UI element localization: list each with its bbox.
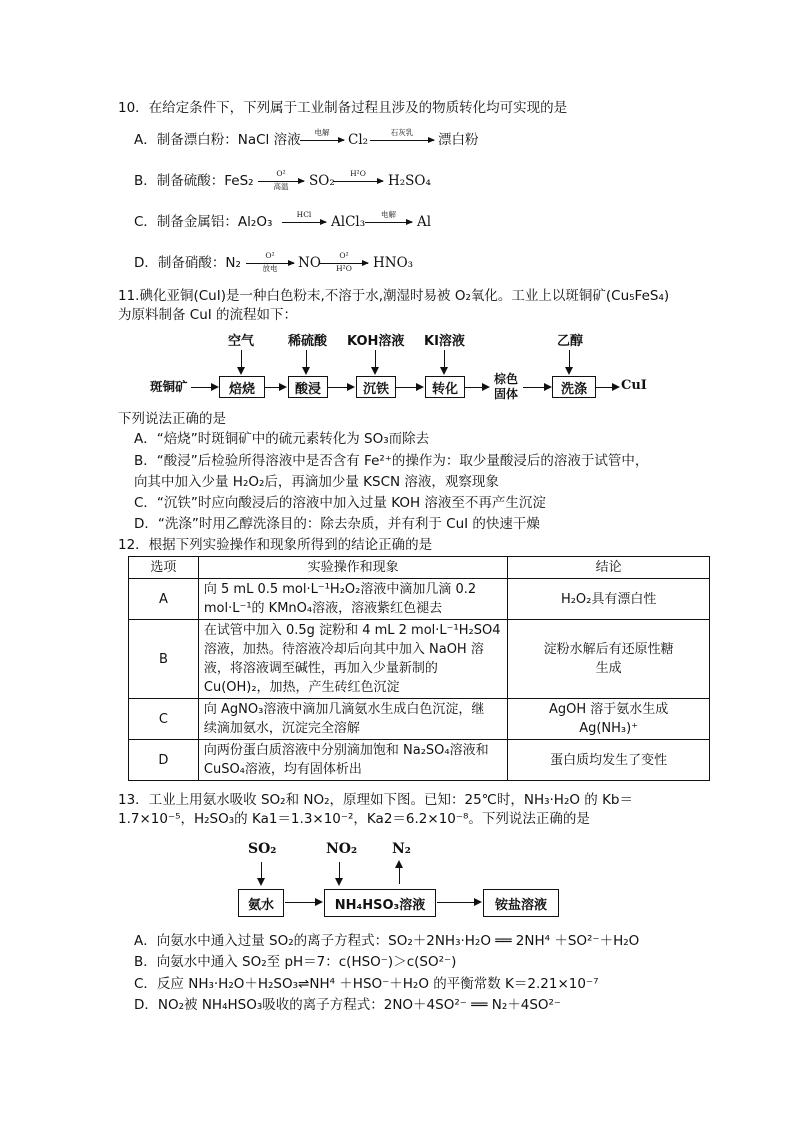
q12-row-b-op-line1: 在试管中加入 0.5g 淀粉和 4 mL 2 mol·L⁻¹H₂SO4 — [203, 623, 501, 638]
q10-c-arrow1 — [282, 222, 326, 223]
q12-table — [128, 556, 710, 781]
q10-d-mid: NO — [298, 255, 321, 271]
flow-start: 斑铜矿 — [150, 379, 188, 394]
q10-d-arrow2-top: O² — [339, 251, 349, 260]
q13-box-ammonia: 氨水 — [238, 889, 284, 917]
q12-row-a-op-line1: 向 5 mL 0.5 mol·L⁻¹H₂O₂溶液中滴加几滴 0.2 — [203, 582, 477, 597]
q12-row-a-operation — [198, 579, 507, 620]
q12-row-b-conclusion — [508, 620, 710, 699]
q10-d-arrow2-bottom: H²O — [336, 264, 352, 273]
q13-option-b: B．向氨水中通入 SO₂至 pH＝7：c(HSO⁻)＞c(SO²⁻) — [134, 954, 457, 970]
table-row — [129, 740, 710, 781]
q12-row-a-conclusion: H₂O₂具有漂白性 — [508, 579, 710, 620]
q13-input-no2: NO₂ — [326, 841, 358, 857]
flow-arrow-4 — [396, 387, 422, 388]
q12-row-d-conclusion: 蛋白质均发生了变性 — [508, 740, 710, 781]
q12-row-c-op-line2: 续滴加氨水，沉淀完全溶解 — [203, 721, 360, 736]
q12-row-c-op-line1: 向 AgNO₃溶液中滴加几滴氨水生成白色沉淀，继 — [203, 702, 485, 717]
flow-arrow-6 — [523, 387, 550, 388]
q12-header-row — [129, 557, 710, 579]
q13-box-ammonium-salt: 铵盐溶液 — [483, 889, 559, 917]
q10-c-mid: AlCl₃ — [331, 214, 366, 230]
q13-input-so2: SO₂ — [248, 841, 277, 857]
q11-option-d: D．“洗涤”时用乙醇洗涤目的：除去杂质，并有利于 CuI 的快速干燥 — [134, 516, 540, 532]
flow-arrow-3 — [328, 387, 353, 388]
flow-arrow-1 — [191, 387, 217, 388]
q10-b-mid: SO₂ — [309, 173, 335, 189]
q13-output-n2: N₂ — [392, 841, 411, 857]
q13-option-a: A．向氨水中通入过量 SO₂的离子方程式：SO₂＋2NH₃·H₂O ══ 2NH⁴ ＋SO²⁻＋H₂O — [134, 933, 640, 949]
flow-intermediate-line1: 棕色 — [494, 372, 519, 386]
flow-step-conversion: 转化 — [425, 376, 465, 398]
q10-a-prefix: A．制备漂白粉：NaCl 溶液 — [134, 132, 301, 148]
flow-input-ethanol: 乙醇 — [557, 334, 584, 349]
flow-intermediate-line2: 固体 — [494, 387, 519, 401]
flow-input-air: 空气 — [228, 334, 255, 349]
q10-d-arrow1-top: O² — [265, 251, 275, 260]
q10-b-arrow1-top: O² — [276, 169, 286, 178]
q13-arrow-2 — [437, 902, 480, 903]
q11-option-b-line1: B．“酸浸”后检验所得溶液中是否含有 Fe²⁺的操作为：取少量酸浸后的溶液于试管中， — [134, 453, 649, 469]
q10-b-arrow2 — [333, 181, 383, 182]
q12-row-b-op-line4: Cu(OH)₂，加热，产生砖红色沉淀 — [203, 680, 400, 695]
q12-row-b-option: B — [129, 620, 199, 699]
q13-stem-line1: 13．工业上用氨水吸收 SO₂和 NO₂，原理如下图。已知：25℃时，NH₃·H₂O 的 Kb＝ — [118, 792, 633, 808]
flow-arrow-down-4 — [444, 350, 445, 373]
table-row — [129, 699, 710, 740]
q13-box-nh4hso3: NH₄HSO₃溶液 — [324, 889, 436, 917]
flow-arrow-down-1 — [241, 350, 242, 373]
q10-a-arrow1-label: 电解 — [314, 128, 330, 137]
q10-a-arrow2-label: 石灰乳 — [390, 128, 414, 137]
q12-header-option: 选项 — [129, 557, 199, 579]
q11-question: 下列说法正确的是 — [118, 411, 226, 427]
q12-row-d-operation — [198, 740, 507, 781]
q13-stem-line2: 1.7×10⁻⁵，H₂SO₃的 Ka1＝1.3×10⁻²，Ka2＝6.2×10⁻⁸。下列说法正确的是 — [118, 811, 590, 827]
flow-product: CuI — [621, 378, 647, 393]
q12-row-c-operation — [198, 699, 507, 740]
q10-a-arrow2 — [370, 140, 434, 141]
table-row — [129, 579, 710, 620]
q13-option-c: C．反应 NH₃·H₂O＋H₂SO₃⇌NH⁴ ＋HSO⁻＋H₂O 的平衡常数 K＝2.21×10⁻⁷ — [134, 976, 599, 992]
q13-option-d: D．NO₂被 NH₄HSO₃吸收的离子方程式：2NO＋4SO²⁻ ══ N₂＋4SO²⁻ — [134, 997, 562, 1013]
q13-arrow-no2 — [339, 862, 340, 884]
q12-row-d-option: D — [129, 740, 199, 781]
q10-a-arrow1 — [300, 140, 344, 141]
q10-c-arrow1-label: HCl — [296, 210, 312, 219]
q12-row-b-op-line2: 溶液，加热。待溶液冷却后向其中加入 NaOH 溶 — [203, 642, 484, 657]
q12-row-d-op-line1: 向两份蛋白质溶液中分别滴加饱和 Na₂SO₄溶液和 — [203, 743, 489, 758]
q11-option-b-line2: 向其中加入少量 H₂O₂后，再滴加少量 KSCN 溶液，观察现象 — [134, 474, 499, 490]
q12-row-d-op-line2: CuSO₄溶液，均有固体析出 — [203, 762, 362, 777]
q12-row-c-conclusion-line1: AgOH 溶于氨水生成 — [549, 702, 669, 717]
flow-input-ki: KI溶液 — [424, 334, 465, 349]
q10-stem: 10．在给定条件下，下列属于工业制备过程且涉及的物质转化均可实现的是 — [118, 100, 568, 116]
flow-step-iron-removal: 沉铁 — [356, 376, 396, 398]
q12-header-operation: 实验操作和现象 — [198, 557, 507, 579]
flow-arrow-down-2 — [306, 350, 307, 373]
q10-d-prefix: D．制备硝酸：N₂ — [134, 255, 241, 271]
q12-row-c-conclusion — [508, 699, 710, 740]
flow-arrow-2 — [265, 387, 285, 388]
q10-b-prefix: B．制备硫酸：FeS₂ — [134, 173, 254, 189]
q10-c-prefix: C．制备金属铝：Al₂O₃ — [134, 214, 273, 230]
q10-a-end: 漂白粉 — [438, 132, 479, 148]
q10-c-end: Al — [417, 214, 432, 230]
q10-d-arrow1-bottom: 放电 — [262, 264, 278, 273]
flow-step-acid-leach: 酸浸 — [288, 376, 328, 398]
q11-stem-line2: 为原料制备 CuI 的流程如下： — [118, 307, 298, 323]
q10-c-arrow2-label: 电解 — [381, 210, 396, 219]
q12-row-c-conclusion-line2: Ag(NH₃)⁺ — [579, 721, 639, 736]
flow-step-roast: 焙烧 — [219, 376, 265, 398]
flow-input-koh: KOH溶液 — [347, 334, 405, 349]
q10-b-end: H₂SO₄ — [388, 173, 431, 189]
flow-input-sulfuric-acid: 稀硫酸 — [288, 334, 328, 349]
q12-row-b-operation — [198, 620, 507, 699]
q12-row-b-conclusion-line1: 淀粉水解后有还原性糖 — [543, 642, 674, 657]
q12-stem: 12．根据下列实验操作和现象所得到的结论正确的是 — [118, 537, 433, 553]
q11-option-c: C．“沉铁”时应向酸浸后的溶液中加入过量 KOH 溶液至不再产生沉淀 — [134, 495, 546, 511]
flow-step-wash: 洗涤 — [552, 376, 596, 398]
flow-arrow-down-5 — [569, 350, 570, 373]
q13-arrow-n2 — [399, 862, 400, 884]
q12-row-b-op-line3: 液，将溶液调至碱性，再加入少量新制的 — [203, 661, 438, 676]
q10-a-mid: Cl₂ — [348, 132, 369, 148]
flow-arrow-7 — [596, 387, 618, 388]
table-row — [129, 620, 710, 699]
flow-arrow-5 — [465, 387, 488, 388]
q10-b-arrow1-bottom: 高温 — [273, 182, 289, 191]
q12-row-a-op-line2: mol·L⁻¹的 KMnO₄溶液，溶液紫红色褪去 — [203, 601, 443, 616]
q13-arrow-so2 — [261, 862, 262, 884]
q12-row-a-option: A — [129, 579, 199, 620]
q13-arrow-1 — [285, 902, 321, 903]
q12-header-conclusion: 结论 — [508, 557, 710, 579]
q12-row-c-option: C — [129, 699, 199, 740]
flow-arrow-down-3 — [375, 350, 376, 373]
q10-c-arrow2 — [365, 222, 412, 223]
q11-option-a: A．“焙烧”时斑铜矿中的硫元素转化为 SO₃而除去 — [134, 431, 430, 447]
q10-b-arrow2-label: H²O — [350, 169, 366, 178]
q10-d-end: HNO₃ — [373, 255, 414, 271]
q11-stem-line1: 11.碘化亚铜(CuI)是一种白色粉末,不溶于水,潮湿时易被 O₂氧化。工业上以斑铜矿(Cu₅FeS₄) — [118, 288, 670, 304]
q12-row-b-conclusion-line2: 生成 — [595, 661, 622, 676]
